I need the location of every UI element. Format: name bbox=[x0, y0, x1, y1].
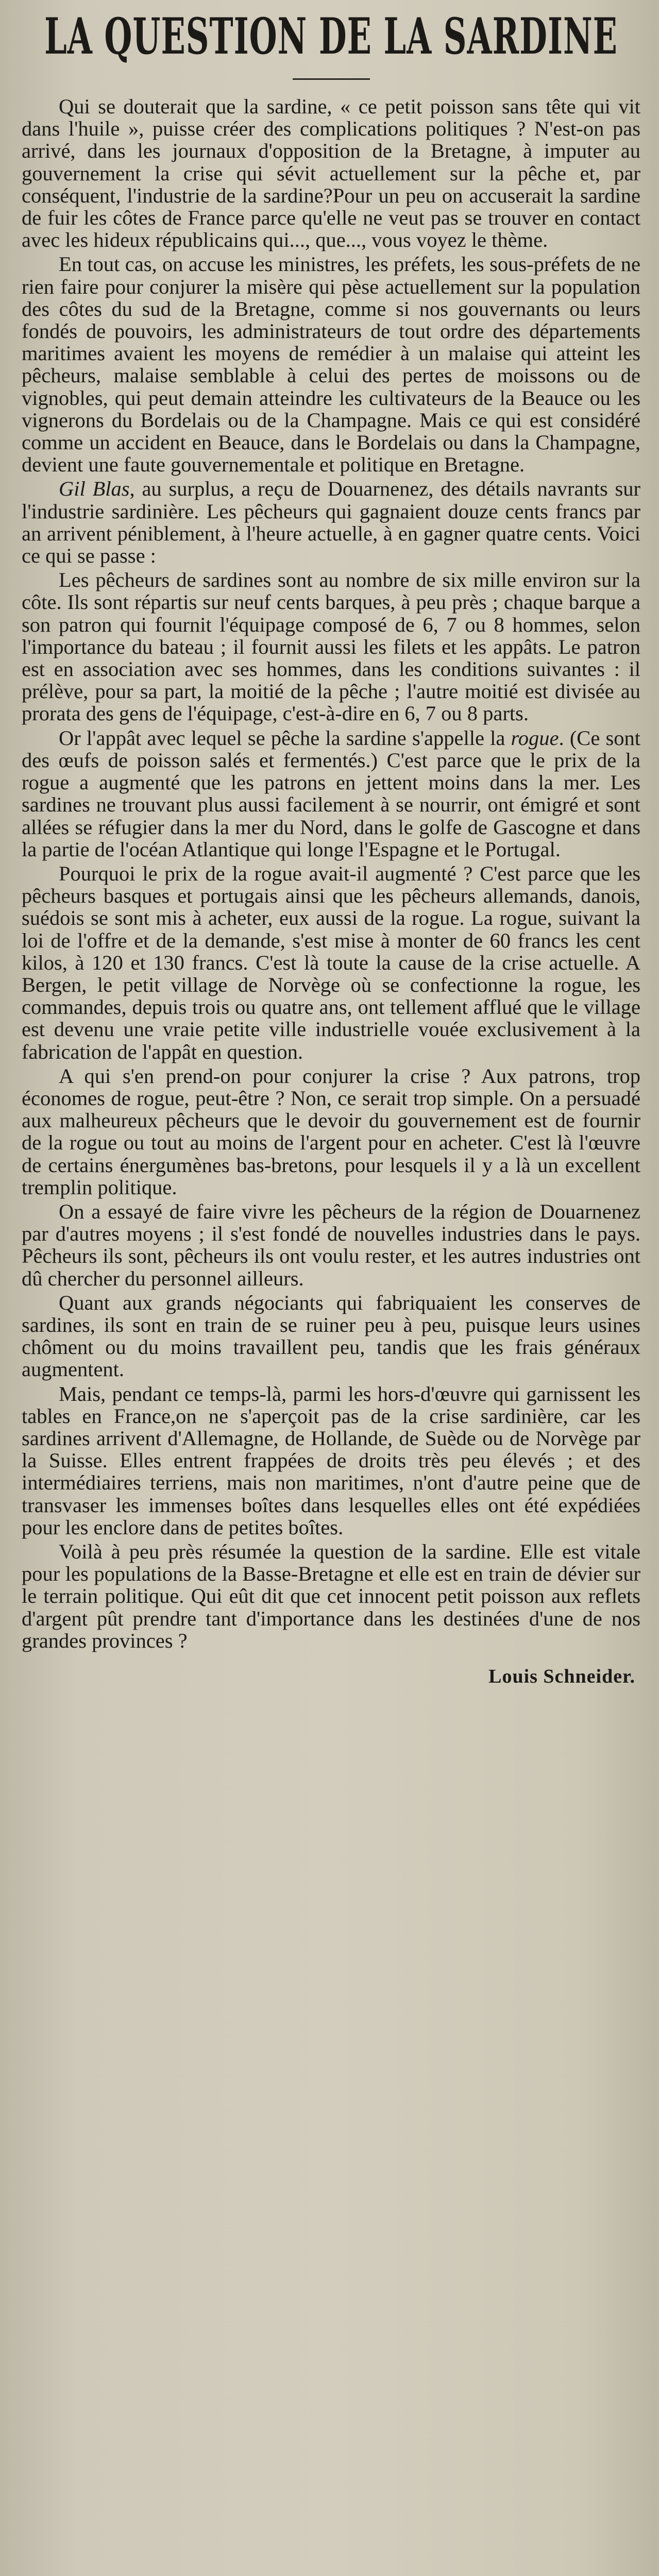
text-run: Mais, pendant ce temps-là, parmi les hors-d'œuvre qui garnissent les tables en France,on ne s'aperçoit pas de la crise sardinière, car les sardines arrivent d'Allemagne, de Hollande, de Suède ou de Norvège par la Suisse. Elles entrent frappées de droits très peu élevés ; et des intermédiaires terriens, mais non maritimes, n'ont d'autre peine que de transvaser les immenses boîtes dans lesquelles elles ont été expédiées pour les enclore dans de petites boîtes. bbox=[22, 1382, 640, 1539]
text-run: Qui se douterait que la sardine, « ce petit poisson sans tête qui vit dans l'huile », puisse créer des complications politiques ? N'est-on pas arrivé, dans les journaux d'opposition de la Bretagne, à imputer au gouvernement la crise qui sévit actuellement sur la pêche et, par conséquent, l'industrie de la sardine?Pour un peu on accuserait la sardine de fuir les côtes de France parce qu'elle ne veut pas se trouver en contact avec les hideux républicains qui..., que..., vous voyez le thème. bbox=[22, 95, 640, 252]
article-paragraph bbox=[22, 478, 640, 567]
text-run: . (Ce sont des œufs de poisson salés et fermentés.) C'est parce que le prix de la rogue a augmenté que les patrons en jettent moins dans la mer. Les sardines ne trouvant plus aussi facilement à se nourrir, ont émigré et sont allées se réfugier dans la mer du Nord, dans le golfe de Gascogne et dans la partie de l'océan Atlantique qui longe l'Espagne et le Portugal. bbox=[22, 726, 640, 861]
article-paragraph bbox=[22, 1065, 640, 1198]
italic-text-run: rogue bbox=[511, 726, 559, 750]
article-paragraph bbox=[22, 1200, 640, 1290]
text-run: Voilà à peu près résumée la question de la sardine. Elle est vitale pour les populations de la Basse-Bretagne et elle est en train de dévier sur le terrain politique. Qui eût dit que cet innocent petit poisson aux reflets d'argent pût prendre tant d'importance dans les destinées d'une de nos grandes provinces ? bbox=[22, 1540, 640, 1652]
article-paragraph bbox=[22, 727, 640, 860]
text-run: , au surplus, a reçu de Douarnenez, des détails navrants sur l'industrie sardinière. Les pêcheurs qui gagnaient douze cents francs par an arrivent péniblement, à l'heure actuelle, à en gagner quatre cents. Voici ce qui se passe : bbox=[22, 477, 640, 568]
article-body bbox=[22, 95, 640, 1652]
article-title: LA QUESTION DE LA SARDINE bbox=[44, 7, 618, 66]
article-paragraph bbox=[22, 1540, 640, 1652]
article-paragraph bbox=[22, 862, 640, 1063]
author-signature: Louis Schneider. bbox=[488, 1666, 635, 1688]
article-paragraph bbox=[22, 569, 640, 724]
text-run: Pourquoi le prix de la rogue avait-il augmenté ? C'est parce que les pêcheurs basques et portugais ainsi que les pêcheurs allemands, danois, suédois se sont mis à acheter, eux aussi de la rogue. La rogue, suivant la loi de l'offre et de la demande, s'est mise à monter de 60 francs les cent kilos, à 120 et 130 francs. C'est là toute la cause de la crise actuelle. A Bergen, le petit village de Norvège où se confectionne la rogue, les commandes, depuis trois ou quatre ans, ont tellement afflué que le village est devenu une vraie petite ville industrielle vouée exclusivement à la fabrication de l'appât en question. bbox=[22, 861, 640, 1063]
text-run: Quant aux grands négociants qui fabriquaient les conserves de sardines, ils sont en train de se ruiner peu à peu, puisque leurs usines chôment ou du moins travaillent peu, tandis que les frais généraux augmentent. bbox=[22, 1291, 640, 1381]
italic-text-run: Gil Blas bbox=[59, 477, 130, 501]
text-run: Les pêcheurs de sardines sont au nombre de six mille environ sur la côte. Ils sont répartis sur neuf cents barques, à peu près ; chaque barque a son patron qui fournit l'équipage composé de 6, 7 ou 8 hommes, selon l'importance du bateau ; il fournit aussi les filets et les appâts. Le patron est en association avec ses hommes, dans les conditions suivantes : il prélève, pour sa part, la moitié de la pêche ; l'autre moitié est divisée au prorata des gens de l'équipage, c'est-à-dire en 6, 7 ou 8 parts. bbox=[22, 568, 640, 725]
text-run: En tout cas, on accuse les ministres, les préfets, les sous-préfets de ne rien faire pour conjurer la misère qui pèse actuellement sur la population des côtes du sud de la Bretagne, comme si nos gouvernants ou leurs fondés de pouvoirs, les administrateurs de tout ordre des départements maritimes avaient les moyens de remédier à un malaise qui atteint les pêcheurs, malaise semblable à celui des pertes de moissons ou de vignobles, qui peut demain atteindre les cultivateurs de la Beauce ou les vignerons du Bordelais ou de la Champagne. Mais ce qui est considéré comme un accident en Beauce, dans le Bordelais ou dans la Champagne, devient une faute gouvernementale et politique en Bretagne. bbox=[22, 252, 640, 477]
text-run: On a essayé de faire vivre les pêcheurs de la région de Douarnenez par d'autres moyens ; il s'est fondé de nouvelles industries dans le pays. Pêcheurs ils sont, pêcheurs ils ont voulu rester, et les autres industries ont dû chercher du personnel ailleurs. bbox=[22, 1199, 640, 1290]
article-paragraph bbox=[22, 253, 640, 476]
article-paragraph bbox=[22, 1292, 640, 1381]
article-paragraph bbox=[22, 1383, 640, 1538]
text-run: Or l'appât avec lequel se pêche la sardine s'appelle la bbox=[59, 726, 511, 750]
article-paragraph bbox=[22, 95, 640, 251]
text-run: A qui s'en prend-on pour conjurer la crise ? Aux patrons, trop économes de rogue, peut-être ? Non, ce serait trop simple. On a persuadé aux malheureux pêcheurs que le devoir du gouvernement est de fournir de la rogue ou tout au moins de l'argent pour en acheter. C'est là l'œuvre de certains énergumènes bas-bretons, pour lesquels il y a là un excellent tremplin politique. bbox=[22, 1064, 640, 1199]
